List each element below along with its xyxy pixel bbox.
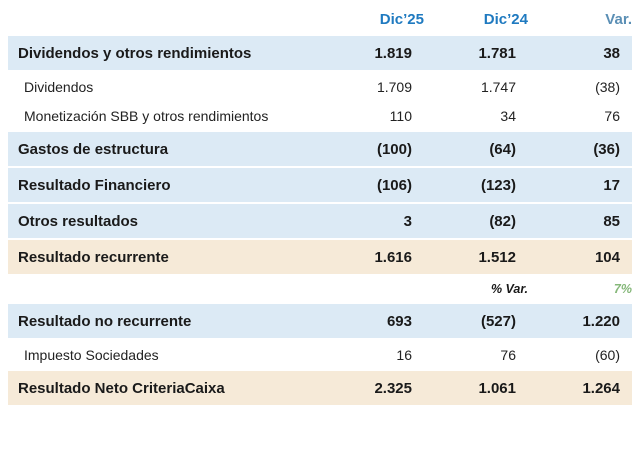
row-dic25: (100) [320,131,424,167]
table-row [8,339,632,369]
financial-results-table [8,4,632,407]
row-var: 104 [528,239,632,275]
row-dic25: 110 [320,101,424,130]
table-row [8,35,632,71]
header-label-cell [8,4,320,35]
row-label: Resultado Financiero [8,167,320,203]
row-dic24: 1.747 [424,71,528,101]
row-dic24: (64) [424,131,528,167]
row-dic25: 1.709 [320,71,424,101]
header-dic24: Dic’24 [424,4,528,35]
pctvar-dic25 [320,275,424,303]
row-label: Gastos de estructura [8,131,320,167]
table-row [8,131,632,167]
row-dic24: 1.781 [424,35,528,71]
row-label: Resultado no recurrente [8,303,320,339]
table-row [8,101,632,130]
row-dic25: (106) [320,167,424,203]
row-dic24: (123) [424,167,528,203]
row-dic24: 1.512 [424,239,528,275]
pctvar-value: 7% [528,275,632,303]
row-var: 85 [528,203,632,239]
row-dic24: (527) [424,303,528,339]
row-var: (60) [528,339,632,369]
table-row [8,303,632,339]
header-var: Var. [528,4,632,35]
row-dic25: 693 [320,303,424,339]
row-dic24: 1.061 [424,370,528,406]
row-label: Resultado recurrente [8,239,320,275]
table-row [8,370,632,406]
row-dic25: 2.325 [320,370,424,406]
row-var: 38 [528,35,632,71]
row-dic25: 16 [320,339,424,369]
row-var: 17 [528,167,632,203]
header-dic25: Dic’25 [320,4,424,35]
pctvar-caption: % Var. [424,275,528,303]
table-header-row [8,4,632,35]
row-dic24: 34 [424,101,528,130]
percent-variation-row [8,275,632,303]
row-label: Resultado Neto CriteriaCaixa [8,370,320,406]
pctvar-label [8,275,320,303]
row-label: Dividendos y otros rendimientos [8,35,320,71]
table-row [8,203,632,239]
row-var: (36) [528,131,632,167]
row-label: Dividendos [8,71,320,101]
table-row [8,239,632,275]
row-var: (38) [528,71,632,101]
row-var: 76 [528,101,632,130]
table-row [8,167,632,203]
table-body [8,4,632,406]
row-var: 1.220 [528,303,632,339]
row-dic24: (82) [424,203,528,239]
row-dic25: 1.616 [320,239,424,275]
row-label: Monetización SBB y otros rendimientos [8,101,320,130]
row-dic25: 1.819 [320,35,424,71]
table-row [8,71,632,101]
row-label: Impuesto Sociedades [8,339,320,369]
row-dic24: 76 [424,339,528,369]
row-dic25: 3 [320,203,424,239]
row-var: 1.264 [528,370,632,406]
row-label: Otros resultados [8,203,320,239]
